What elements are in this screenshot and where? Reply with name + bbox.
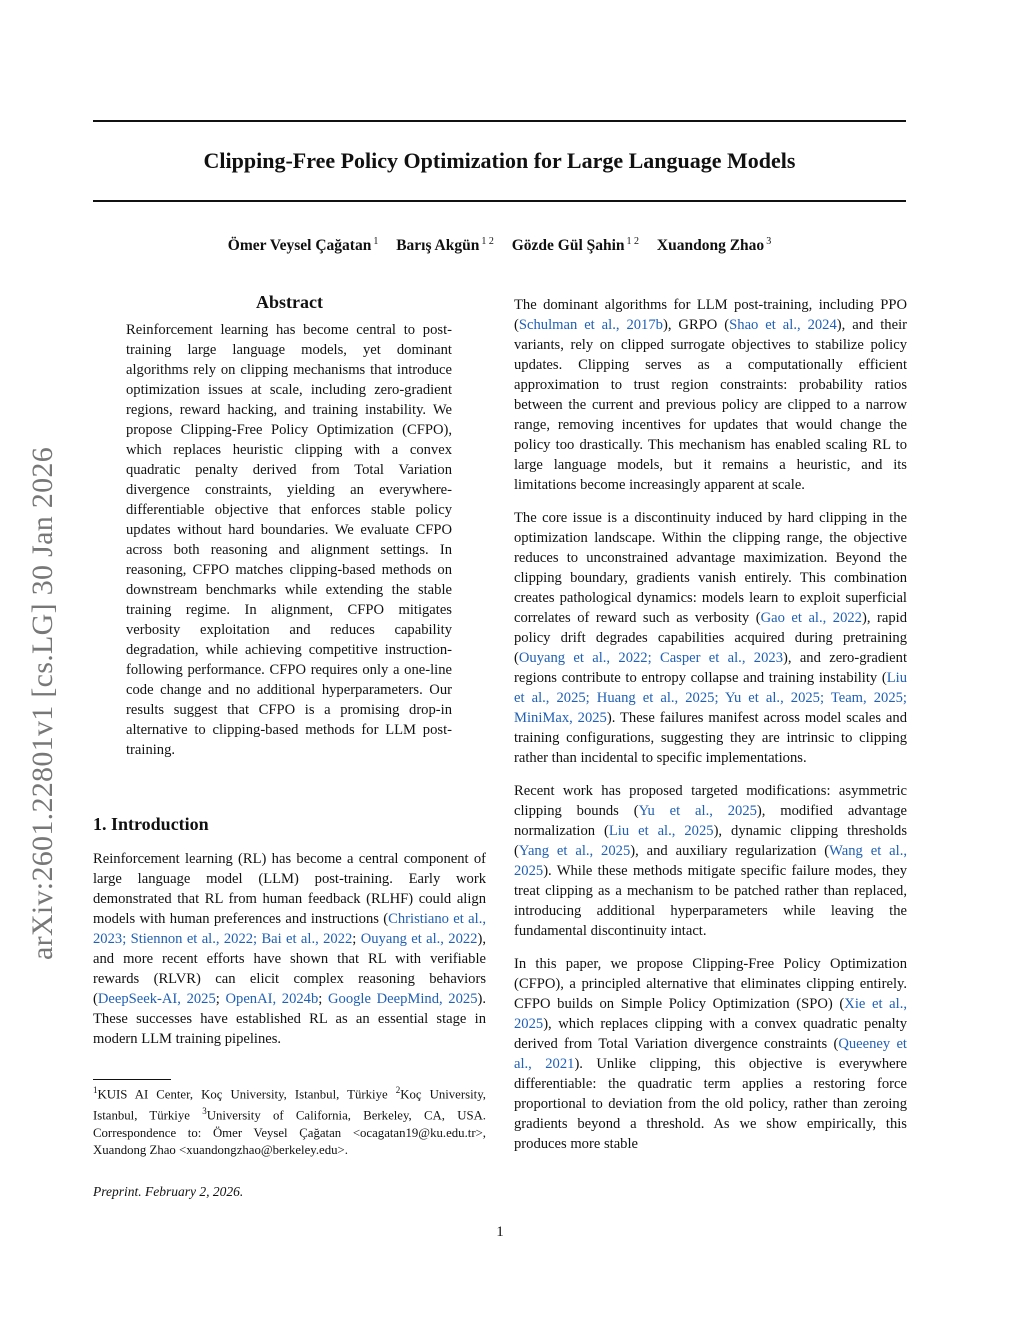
page-number: 1: [496, 1224, 504, 1240]
citation-link[interactable]: Liu et al., 2025; Huang et al., 2025; Yu et al., 2025; Team, 2025; MiniMax, 2025: [514, 670, 907, 726]
citation-link[interactable]: OpenAI, 2024b: [225, 991, 319, 1007]
footnote-divider: [93, 1079, 171, 1080]
author: Gözde Gül Şahin $^{1 2}$: [511, 236, 640, 255]
citation-link[interactable]: Christiano et al., 2023; Stiennon et al., 2022; Bai et al., 2022: [93, 911, 487, 947]
body-paragraph: In this paper, we propose Clipping-Free Policy Optimization (CFPO), a principled alternative that eliminates clipping entirely. CFPO builds on Simple Policy Optimization (SPO) (Xie et al., 2025), which replaces clipping with a convex quadratic penalty derived from Total Variation divergence constraints (Queeney et al., 2021). Unlike clipping, this objective is everywhere differentiable: the quadratic term applies a restoring force proportional to deviation from the old policy, rather than zeroing gradients beyond a threshold. As we show empirically, this produces more stable: [514, 956, 907, 1152]
citation-link[interactable]: Liu et al., 2025: [608, 823, 714, 839]
author: Xuandong Zhao $^3$: [656, 236, 772, 255]
abstract-heading: Abstract: [256, 292, 323, 312]
paper-title: Clipping-Free Policy Optimization for Large Language Models: [203, 148, 796, 173]
citation-link[interactable]: Wang et al., 2025: [514, 843, 907, 879]
citation-link[interactable]: Queeney et al., 2021: [514, 1036, 907, 1072]
body-paragraph: The dominant algorithms for LLM post-training, including PPO (Schulman et al., 2017b), GRPO (Shao et al., 2024), and their variants, rely on clipped surrogate objectives to stabilize policy updates. Clipping serves as a computationally efficient approximation to trust region constraints: probability ratios between the current and previous policy are clipped to a narrow range, removing incentives for updates that would change the policy too drastically. This mechanism has enabled scaling RL to large language models, but it remains a heuristic, and its limitations become increasingly apparent at scale.: [514, 297, 907, 493]
citation-link[interactable]: Ouyang et al., 2022; Casper et al., 2023: [518, 650, 783, 666]
body-paragraph: Recent work has proposed targeted modifications: asymmetric clipping bounds (Yu et al., 2025), modified advantage normalization (Liu et al., 2025), dynamic clipping thresholds (Yang et al., 2025), and auxiliary regularization (Wang et al., 2025). While these methods mitigate specific failure modes, they treat clipping as a mechanism to be patched rather than replaced, introducing additional hyperparameters while leaving the fundamental discontinuity intact.: [514, 783, 908, 939]
title-rule-bottom: [93, 200, 906, 202]
citation-link[interactable]: Schulman et al., 2017b: [518, 317, 663, 333]
author-list: [93, 236, 906, 255]
author: Barış Akgün $^{1 2}$: [396, 236, 494, 255]
arxiv-identifier: arXiv:2601.22801v1 [cs.LG] 30 Jan 2026: [26, 447, 59, 960]
section-heading-introduction: 1. Introduction: [93, 814, 209, 834]
intro-paragraph: Reinforcement learning (RL) has become a central component of large language model (LLM) post-training. Early work demonstrated that RL from human feedback (RLHF) could align models with human preferences and instructions (Christiano et al., 2023; Stiennon et al., 2022; Bai et al., 2022; Ouyang et al., 2022), and more recent efforts have shown that RL with verifiable rewards (RLVR) can elicit complex reasoning behaviors (DeepSeek-AI, 2025; OpenAI, 2024b; Google DeepMind, 2025). These successes have established RL as an essential stage in modern LLM training pipelines.: [93, 851, 487, 1047]
author: Ömer Veysel Çağatan $^1$: [227, 236, 379, 255]
citation-link[interactable]: Google DeepMind, 2025: [327, 991, 478, 1007]
citation-link[interactable]: Xie et al., 2025: [514, 996, 907, 1032]
right-column-body: [514, 295, 907, 1167]
title-rule-top: [93, 120, 906, 122]
abstract-text: Reinforcement learning has become central to post-training large language models, yet dominant algorithms rely on clipping mechanisms that introduce optimization issues at scale, including zero-gradient regions, reward hacking, and training instability. We propose Clipping-Free Policy Optimization (CFPO), which replaces heuristic clipping with a convex quadratic penalty derived from Total Variation divergence constraints, yielding an everywhere-differentiable objective that enforces stable policy updates without hard boundaries. We evaluate CFPO across both reasoning and alignment settings. In reasoning, CFPO matches clipping-based methods on downstream benchmarks while extending the stable training regime. In alignment, CFPO mitigates verbosity exploitation and reduces capability degradation, while achieving competitive instruction-following performance. CFPO requires only a one-line code change and no additional hyperparameters. Our results suggest that CFPO is a promising drop-in alternative to clipping-based methods for LLM post-training.: [126, 322, 452, 758]
preprint-notice: Preprint. February 2, 2026.: [93, 1184, 244, 1199]
citation-link[interactable]: Ouyang et al., 2022: [360, 931, 478, 947]
affiliation-footnotes: $^1$KUIS AI Center, Koç University, Istanbul, Türkiye $^2$Koç University, Istanbul, Türkiye $^3$University of California, Berkeley, CA, USA. Correspondence to: Ömer Veysel Çağatan <ocagatan19@ku.edu.tr>, Xuandong Zhao <xuandongzhao@berkeley.edu>.: [93, 1085, 487, 1157]
citation-link[interactable]: Yu et al., 2025: [638, 803, 757, 819]
citation-link[interactable]: Gao et al., 2022: [760, 610, 862, 626]
body-paragraph: The core issue is a discontinuity induced by hard clipping in the optimization landscape. Within the clipping range, the objective reduces to unconstrained advantage maximization. Beyond the clipping boundary, gradients vanish entirely. This combination creates pathological dynamics: models learn to exploit superficial correlates of reward such as verbosity (Gao et al., 2022), rapid policy drift degrades capabilities acquired during pretraining (Ouyang et al., 2022; Casper et al., 2023), and zero-gradient regions contribute to entropy collapse and training instability (Liu et al., 2025; Huang et al., 2025; Yu et al., 2025; Team, 2025; MiniMax, 2025). These failures manifest across model scales and training configurations, suggesting they are intrinsic to clipping rather than incidental to specific implementations.: [514, 510, 908, 766]
citation-link[interactable]: Shao et al., 2024: [729, 317, 837, 333]
citation-link[interactable]: DeepSeek-AI, 2025: [97, 991, 216, 1007]
left-column-body: [93, 849, 486, 1062]
citation-link[interactable]: Yang et al., 2025: [518, 843, 631, 859]
